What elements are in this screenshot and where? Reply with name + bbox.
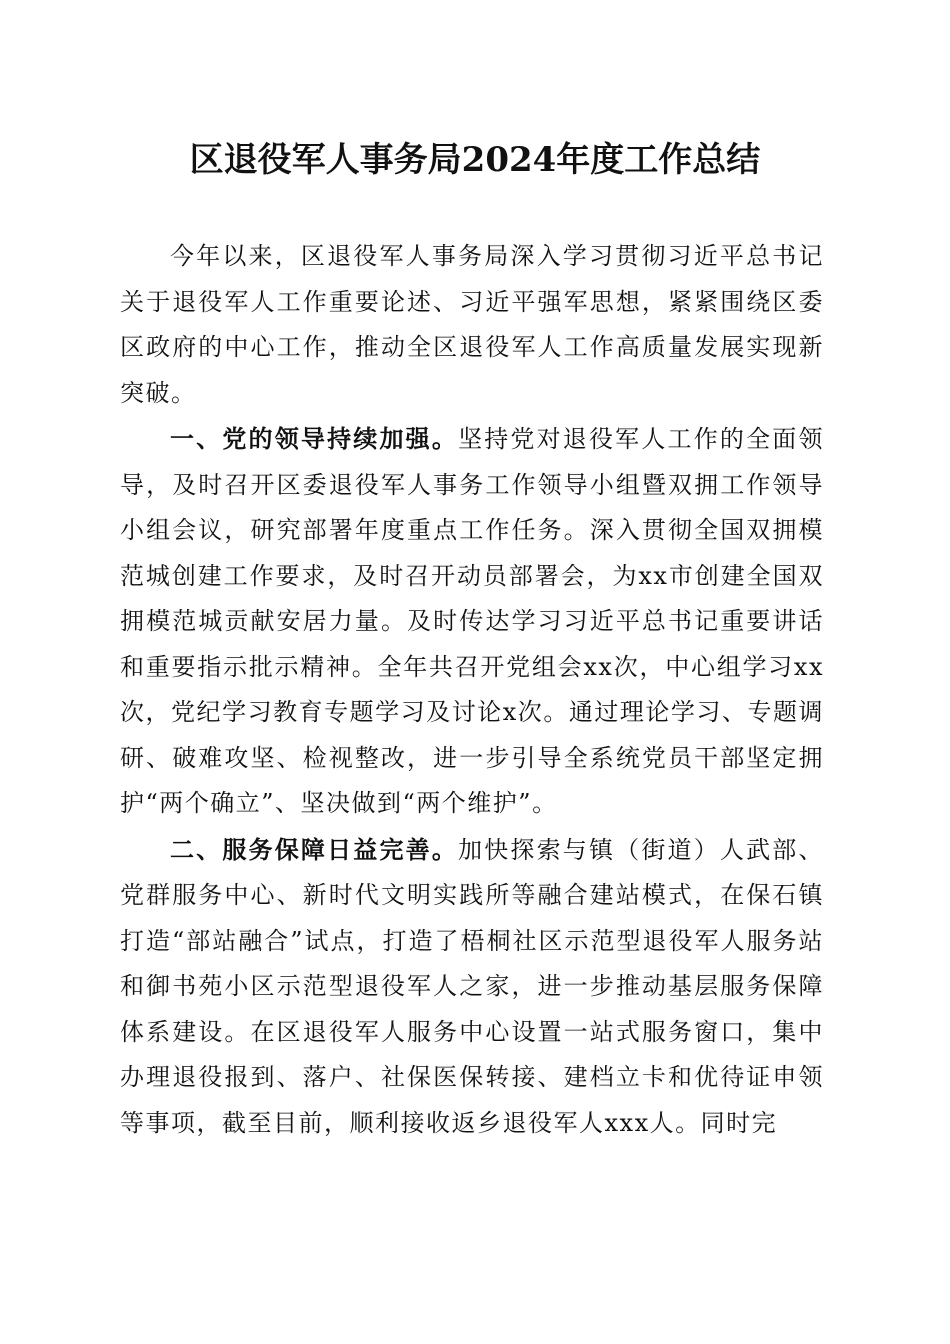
section-2-paragraph	[120, 827, 824, 1147]
section-2-heading: 二、服务保障日益完善。	[170, 834, 459, 864]
section-1-body: 坚持党对退役军人工作的全面领导，及时召开区委退役军人事务工作领导小组暨双拥工作领导小组会议，研究部署年度重点工作任务。深入贯彻全国双拥模范城创建工作要求，及时召开动员部署会，为xx市创建全国双拥模范城贡献安居力量。及时传达学习习近平总书记重要讲话和重要指示批示精神。全年共召开党组会xx次，中心组学习xx次，党纪学习教育专题学习及讨论x次。通过理论学习、专题调研、破难攻坚、检视整改，进一步引导全系统党员干部坚定拥护“两个确立”、坚决做到“两个维护”。	[120, 425, 824, 817]
document-body	[120, 234, 824, 1146]
intro-paragraph: 今年以来，区退役军人事务局深入学习贯彻习近平总书记关于退役军人工作重要论述、习近平强军思想，紧紧围绕区委区政府的中心工作，推动全区退役军人工作高质量发展实现新突破。	[120, 242, 824, 407]
section-1-paragraph	[120, 416, 824, 827]
document-title: 区退役军人事务局2024年度工作总结	[189, 140, 761, 180]
section-1-heading: 一、党的领导持续加强。	[170, 424, 459, 453]
section-2-body: 加快探索与镇（街道）人武部、党群服务中心、新时代文明实践所等融合建站模式，在保石镇打造“部站融合”试点，打造了梧桐社区示范型退役军人服务站和御书苑小区示范型退役军人之家，进一步推动基层服务保障体系建设。在区退役军人服务中心设置一站式服务窗口，集中办理退役报到、落户、社保医保转接、建档立卡和优待证申领等事项，截至目前，顺利接收返乡退役军人xxx人。同时完	[120, 835, 824, 1137]
